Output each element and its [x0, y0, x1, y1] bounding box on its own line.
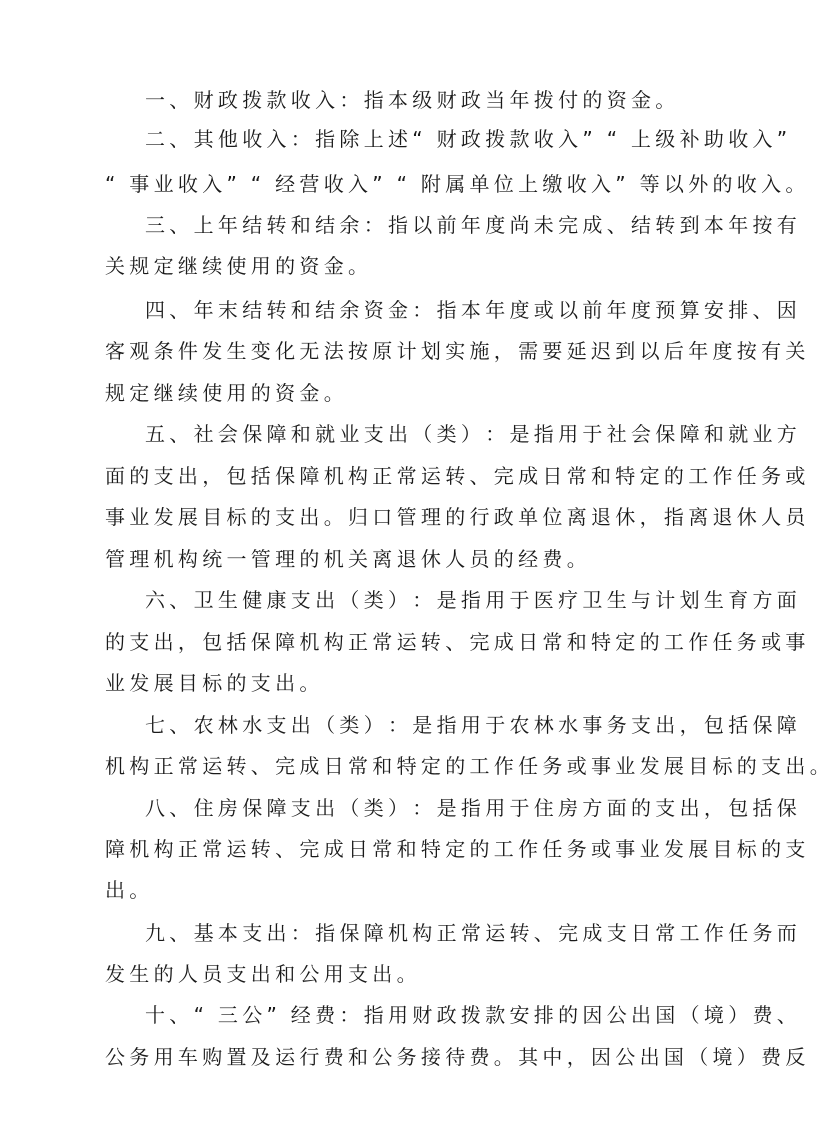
text-line: 九 、 基 本 支 出 ： 指 保 障 机 构 正 常 运 转 、 完 成 支 日 常 工 作 任 务 而: [145, 921, 797, 945]
text-line: 七 、 农 林 水 支 出 （ 类 ） ： 是 指 用 于 农 林 水 事 务 支 出 ， 包 括 保 障: [145, 713, 797, 737]
text-line: 障 机 构 正 常 运 转 、 完 成 日 常 和 特 定 的 工 作 任 务 或 事 业 发 展 目 标 的 支: [105, 837, 806, 861]
text-line: 一 、 财 政 拨 款 收 入 ： 指 本 级 财 政 当 年 拨 付 的 资 金 。: [145, 88, 676, 112]
text-line: 业 发 展 目 标 的 支 出 。: [105, 671, 320, 695]
text-line: 关 规 定 继 续 使 用 的 资 金 。: [105, 254, 368, 278]
text-line: 管 理 机 构 统 一 管 理 的 机 关 离 退 休 人 员 的 经 费 。: [105, 547, 587, 571]
text-line: “ 事 业 收 入 ” “ 经 营 收 入 ” “ 附 属 单 位 上 缴 收 入 ” 等 以 外 的 收 入 。: [105, 172, 806, 196]
text-line: 事 业 发 展 目 标 的 支 出 。 归 口 管 理 的 行 政 单 位 离 退 休 ， 指 离 退 休 人 员: [105, 505, 806, 529]
text-line: 十 、 “ 三 公 ” 经 费 ： 指 用 财 政 拨 款 安 排 的 因 公 出 国 （ 境 ） 费 、: [145, 1003, 797, 1027]
text-line: 发 生 的 人 员 支 出 和 公 用 支 出 。: [105, 962, 417, 986]
text-line: 面 的 支 出 ， 包 括 保 障 机 构 正 常 运 转 、 完 成 日 常 和 特 定 的 工 作 任 务 或: [105, 464, 806, 488]
text-line: 出 。: [105, 878, 150, 902]
text-line: 五 、 社 会 保 障 和 就 业 支 出 （ 类 ） ： 是 指 用 于 社 会 保 障 和 就 业 方: [145, 422, 797, 446]
text-line: 六 、 卫 生 健 康 支 出 （ 类 ） ： 是 指 用 于 医 疗 卫 生 与 计 划 生 育 方 面: [145, 588, 797, 612]
text-line: 机 构 正 常 运 转 、 完 成 日 常 和 特 定 的 工 作 任 务 或 事 业 发 展 目 标 的 支 出 。: [105, 754, 830, 778]
text-line: 公 务 用 车 购 置 及 运 行 费 和 公 务 接 待 费 。 其 中 ， 因 公 出 国 （ 境 ） 费 反: [105, 1045, 806, 1069]
text-line: 二 、 其 他 收 入 ： 指 除 上 述 “ 财 政 拨 款 收 入 ” “ 上 级 补 助 收 入 ”: [145, 127, 788, 151]
text-line: 的 支 出 ， 包 括 保 障 机 构 正 常 运 转 、 完 成 日 常 和 特 定 的 工 作 任 务 或 事: [105, 630, 806, 654]
text-line: 四 、 年 末 结 转 和 结 余 资 金 ： 指 本 年 度 或 以 前 年 度 预 算 安 排 、 因: [145, 298, 797, 322]
text-line: 八 、 住 房 保 障 支 出 （ 类 ） ： 是 指 用 于 住 房 方 面 的 支 出 ， 包 括 保: [145, 796, 797, 820]
text-line: 客 观 条 件 发 生 变 化 无 法 按 原 计 划 实 施 ， 需 要 延 迟 到 以 后 年 度 按 有 关: [105, 339, 806, 363]
text-line: 三 、 上 年 结 转 和 结 余 ： 指 以 前 年 度 尚 未 完 成 、 结 转 到 本 年 按 有: [145, 213, 797, 237]
text-line: 规 定 继 续 使 用 的 资 金 。: [105, 381, 344, 405]
